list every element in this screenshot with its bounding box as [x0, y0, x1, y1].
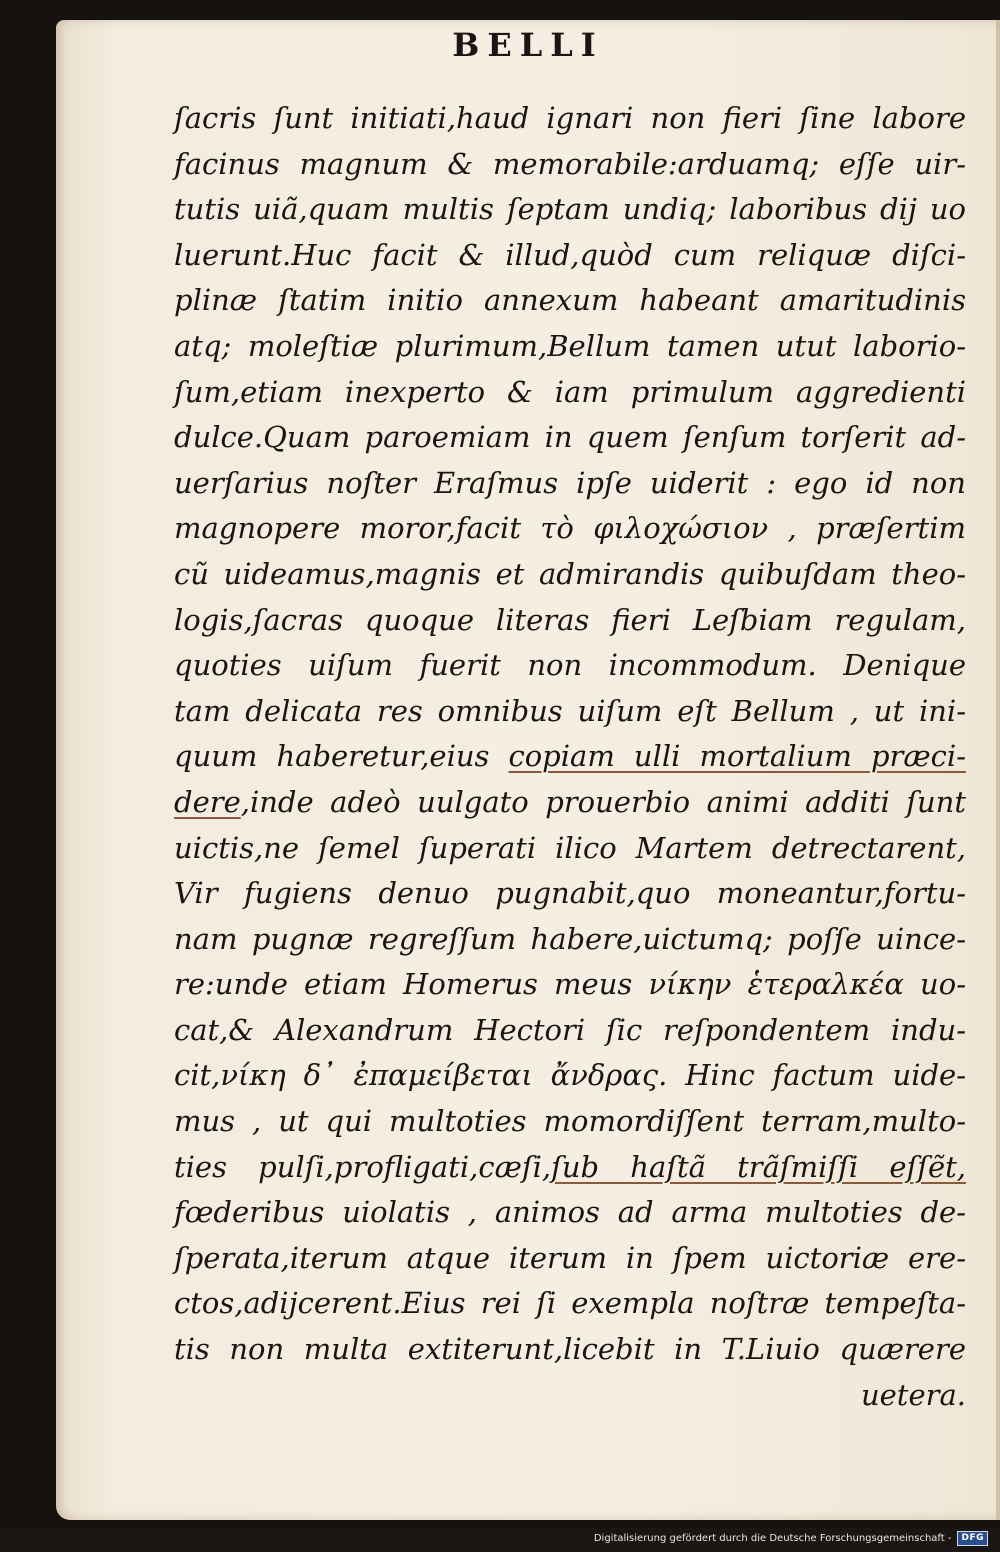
catchword-line: uetera.	[860, 1377, 966, 1412]
body-text	[174, 96, 966, 1418]
page-edge	[996, 20, 1000, 1520]
text-line: mus , ut qui multoties momordiſſent terram,multo-	[174, 1104, 966, 1139]
text-line: uictis,ne ſemel ſuperati ilico Martem detrectarent,	[174, 830, 966, 865]
text-line: ſperata,iterum atque iterum in ſpem uictoriæ ere-	[174, 1240, 966, 1275]
text-line: dere,inde adeò uulgato prouerbio animi additi ſunt	[174, 784, 966, 819]
text-line: nam pugnæ regreſſum habere,uictumq; poſſe uince-	[174, 921, 966, 956]
underlined-phrase: copiam ulli mortalium præci-	[508, 739, 966, 774]
text-line: facinus magnum & memorabile:arduamq; eſſe uir-	[174, 146, 966, 181]
text-line: luerunt.Huc facit & illud,quòd cum reliquæ diſci-	[174, 237, 966, 272]
text-line: quoties uiſum fuerit non incommodum. Denique	[174, 648, 966, 683]
text-line: logis,ſacras quoque literas fieri Leſbiam regulam,	[174, 602, 966, 637]
text-line: tis non multa extiterunt,licebit in T.Liuio quærere	[174, 1332, 966, 1367]
text-line: Vir fugiens denuo pugnabit,quo moneantur,fortu-	[174, 876, 966, 911]
text-line: magnopere moror,facit τὸ φιλοχώσιον , præſertim	[174, 511, 966, 546]
text-line: tutis uiã,quam multis ſeptam undiq; laboribus dij uo	[174, 192, 966, 227]
digitization-footer	[594, 1530, 988, 1546]
text-line: ties pulſi,profligati,cæſi,ſub haſtã trãſmiſſi eſſẽt,	[174, 1149, 966, 1184]
text-line: cũ uideamus,magnis et admirandis quibuſdam theo-	[174, 556, 966, 591]
text-line: tam delicata res omnibus uiſum eſt Bellum , ut ini-	[174, 693, 966, 728]
text-line: cat,& Alexandrum Hectori ſic reſpondentem indu-	[174, 1012, 966, 1047]
text-line: dulce.Quam paroemiam in quem ſenſum torſerit ad-	[174, 420, 966, 455]
funding-credit: Digitalisierung gefördert durch die Deutsche Forschungsgemeinschaft -	[593, 1532, 952, 1544]
text-line: ſum,etiam inexperto & iam primulum aggredienti	[174, 374, 966, 409]
running-title: BELLI	[452, 26, 604, 64]
text-line: uerſarius noſter Eraſmus ipſe uiderit : ego id non	[174, 465, 966, 500]
text-line: atq; moleſtiæ plurimum,Bellum tamen utut laborio-	[174, 328, 966, 363]
text-line: ſacris ſunt initiati,haud ignari non fieri ſine labore	[174, 101, 966, 135]
text-line: cit,νίκη δ᾽ ἐπαμείβεται ἄνδρας. Hinc factum uide-	[174, 1058, 966, 1093]
text-line: re:unde etiam Homerus meus νίκην ἑτεραλκέα uo-	[174, 967, 966, 1002]
text-line: ctos,adijcerent.Eius rei ſi exempla noſtræ tempeſta-	[174, 1286, 966, 1321]
text-line: fœderibus uiolatis , animos ad arma multoties de-	[174, 1195, 966, 1230]
book-page	[56, 20, 1000, 1520]
text-line: plinæ ſtatim initio annexum habeant amaritudinis	[174, 283, 966, 318]
underlined-phrase: dere	[174, 784, 241, 819]
underlined-phrase: ſub haſtã trãſmiſſi eſſẽt,	[551, 1149, 966, 1184]
text-line: quum haberetur,eius copiam ulli mortalium præci-	[174, 739, 966, 774]
dfg-logo-icon: DFG	[957, 1531, 988, 1546]
